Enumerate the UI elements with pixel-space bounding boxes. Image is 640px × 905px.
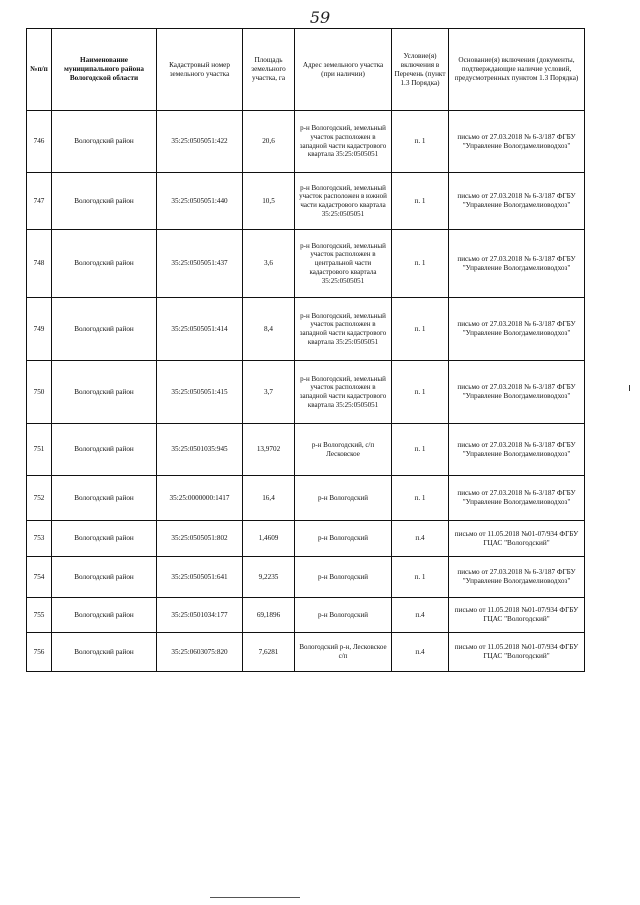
cell-district: Вологодский район bbox=[52, 598, 157, 633]
cell-num: 746 bbox=[27, 111, 52, 173]
cell-basis: письмо от 27.03.2018 № 6-3/187 ФГБУ "Управление Вологдамелиоводхоз" bbox=[449, 476, 585, 521]
land-plots-table bbox=[26, 28, 585, 672]
table-row bbox=[27, 111, 585, 173]
cell-area: 20,6 bbox=[243, 111, 295, 173]
cell-area: 1,4609 bbox=[243, 521, 295, 557]
table-body bbox=[27, 111, 585, 672]
cell-address: р-н Вологодский, с/п Лесковское bbox=[295, 424, 392, 476]
header-address: Адрес земельного участка (при наличии) bbox=[295, 29, 392, 111]
cell-condition: п. 1 bbox=[392, 173, 449, 230]
scan-edge-mark bbox=[629, 385, 630, 391]
table-row bbox=[27, 476, 585, 521]
cell-num: 748 bbox=[27, 230, 52, 298]
cell-district: Вологодский район bbox=[52, 173, 157, 230]
cell-area: 69,1896 bbox=[243, 598, 295, 633]
cell-condition: п. 1 bbox=[392, 476, 449, 521]
table-row bbox=[27, 230, 585, 298]
cell-basis: письмо от 11.05.2018 №01-07/934 ФГБУ ГЦАС "Вологодский" bbox=[449, 521, 585, 557]
cell-cadastral: 35:25:0000000:1417 bbox=[157, 476, 243, 521]
cell-num: 753 bbox=[27, 521, 52, 557]
cell-condition: п. 1 bbox=[392, 424, 449, 476]
cell-district: Вологодский район bbox=[52, 230, 157, 298]
table-row bbox=[27, 173, 585, 230]
cell-address: р-н Вологодский, земельный участок расположен в центральной части кадастрового квартала 35:25:0505051 bbox=[295, 230, 392, 298]
cell-district: Вологодский район bbox=[52, 633, 157, 672]
cell-area: 8,4 bbox=[243, 298, 295, 361]
page-number: 59 bbox=[309, 8, 331, 27]
cell-cadastral: 35:25:0505051:437 bbox=[157, 230, 243, 298]
cell-condition: п.4 bbox=[392, 633, 449, 672]
cell-area: 3,6 bbox=[243, 230, 295, 298]
cell-cadastral: 35:25:0505051:415 bbox=[157, 361, 243, 424]
cell-address: Вологодский р-н, Лесковское с/п bbox=[295, 633, 392, 672]
cell-cadastral: 35:25:0505051:440 bbox=[157, 173, 243, 230]
cell-address: р-н Вологодский, земельный участок расположен в западной части кадастрового квартала 35:25:0505051 bbox=[295, 298, 392, 361]
header-row bbox=[27, 29, 585, 111]
cell-condition: п. 1 bbox=[392, 557, 449, 598]
cell-address: р-н Вологодский, земельный участок расположен в западной части кадастрового квартала 35:25:0505051 bbox=[295, 361, 392, 424]
cell-basis: письмо от 27.03.2018 № 6-3/187 ФГБУ "Управление Вологдамелиоводхоз" bbox=[449, 361, 585, 424]
header-basis: Основание(я) включения (документы, подтверждающие наличие условий, предусмотренных пунктом 1.3 Порядка) bbox=[449, 29, 585, 111]
cell-num: 750 bbox=[27, 361, 52, 424]
cell-basis: письмо от 11.05.2018 №01-07/934 ФГБУ ГЦАС "Вологодский" bbox=[449, 633, 585, 672]
table-row bbox=[27, 521, 585, 557]
cell-num: 752 bbox=[27, 476, 52, 521]
cell-condition: п.4 bbox=[392, 598, 449, 633]
cell-district: Вологодский район bbox=[52, 557, 157, 598]
cell-area: 16,4 bbox=[243, 476, 295, 521]
cell-basis: письмо от 27.03.2018 № 6-3/187 ФГБУ "Управление Вологдамелиоводхоз" bbox=[449, 111, 585, 173]
cell-condition: п. 1 bbox=[392, 111, 449, 173]
cell-district: Вологодский район bbox=[52, 424, 157, 476]
cell-num: 751 bbox=[27, 424, 52, 476]
cell-num: 754 bbox=[27, 557, 52, 598]
cell-cadastral: 35:25:0505051:802 bbox=[157, 521, 243, 557]
table-row bbox=[27, 633, 585, 672]
cell-district: Вологодский район bbox=[52, 476, 157, 521]
cell-area: 9,2235 bbox=[243, 557, 295, 598]
cell-district: Вологодский район bbox=[52, 361, 157, 424]
cell-condition: п. 1 bbox=[392, 361, 449, 424]
table-row bbox=[27, 298, 585, 361]
cell-address: р-н Вологодский, земельный участок расположен в южной части кадастрового квартала 35:25:0505051 bbox=[295, 173, 392, 230]
cell-cadastral: 35:25:0501035:945 bbox=[157, 424, 243, 476]
cell-num: 747 bbox=[27, 173, 52, 230]
cell-address: р-н Вологодский bbox=[295, 476, 392, 521]
header-num: №п/п bbox=[27, 29, 52, 111]
cell-basis: письмо от 27.03.2018 № 6-3/187 ФГБУ "Управление Вологдамелиоводхоз" bbox=[449, 173, 585, 230]
cell-basis: письмо от 27.03.2018 № 6-3/187 ФГБУ "Управление Вологдамелиоводхоз" bbox=[449, 298, 585, 361]
cell-address: р-н Вологодский bbox=[295, 598, 392, 633]
cell-area: 10,5 bbox=[243, 173, 295, 230]
cell-area: 3,7 bbox=[243, 361, 295, 424]
cell-cadastral: 35:25:0505051:414 bbox=[157, 298, 243, 361]
cell-cadastral: 35:25:0501034:177 bbox=[157, 598, 243, 633]
header-district: Наименование муниципального района Вологодской области bbox=[52, 29, 157, 111]
header-cadastral: Кадастровый номер земельного участка bbox=[157, 29, 243, 111]
cell-condition: п.4 bbox=[392, 521, 449, 557]
table-row bbox=[27, 598, 585, 633]
cell-num: 749 bbox=[27, 298, 52, 361]
cell-district: Вологодский район bbox=[52, 111, 157, 173]
cell-condition: п. 1 bbox=[392, 298, 449, 361]
cell-cadastral: 35:25:0505051:422 bbox=[157, 111, 243, 173]
cell-basis: письмо от 11.05.2018 №01-07/934 ФГБУ ГЦАС "Вологодский" bbox=[449, 598, 585, 633]
header-area: Площадь земельного участка, га bbox=[243, 29, 295, 111]
cell-address: р-н Вологодский bbox=[295, 557, 392, 598]
scan-footer-mark bbox=[210, 897, 300, 898]
cell-district: Вологодский район bbox=[52, 521, 157, 557]
cell-area: 7,6281 bbox=[243, 633, 295, 672]
cell-area: 13,9702 bbox=[243, 424, 295, 476]
cell-cadastral: 35:25:0603075:820 bbox=[157, 633, 243, 672]
cell-basis: письмо от 27.03.2018 № 6-3/187 ФГБУ "Управление Вологдамелиоводхоз" bbox=[449, 424, 585, 476]
cell-address: р-н Вологодский bbox=[295, 521, 392, 557]
table-row bbox=[27, 557, 585, 598]
cell-num: 756 bbox=[27, 633, 52, 672]
cell-address: р-н Вологодский, земельный участок расположен в западной части кадастрового квартала 35:25:0505051 bbox=[295, 111, 392, 173]
cell-condition: п. 1 bbox=[392, 230, 449, 298]
cell-basis: письмо от 27.03.2018 № 6-3/187 ФГБУ "Управление Вологдамелиоводхоз" bbox=[449, 557, 585, 598]
cell-basis: письмо от 27.03.2018 № 6-3/187 ФГБУ "Управление Вологдамелиоводхоз" bbox=[449, 230, 585, 298]
table-row bbox=[27, 424, 585, 476]
cell-district: Вологодский район bbox=[52, 298, 157, 361]
cell-num: 755 bbox=[27, 598, 52, 633]
table-row bbox=[27, 361, 585, 424]
cell-cadastral: 35:25:0505051:641 bbox=[157, 557, 243, 598]
header-condition: Условие(я) включения в Перечень (пункт 1.3 Порядка) bbox=[392, 29, 449, 111]
